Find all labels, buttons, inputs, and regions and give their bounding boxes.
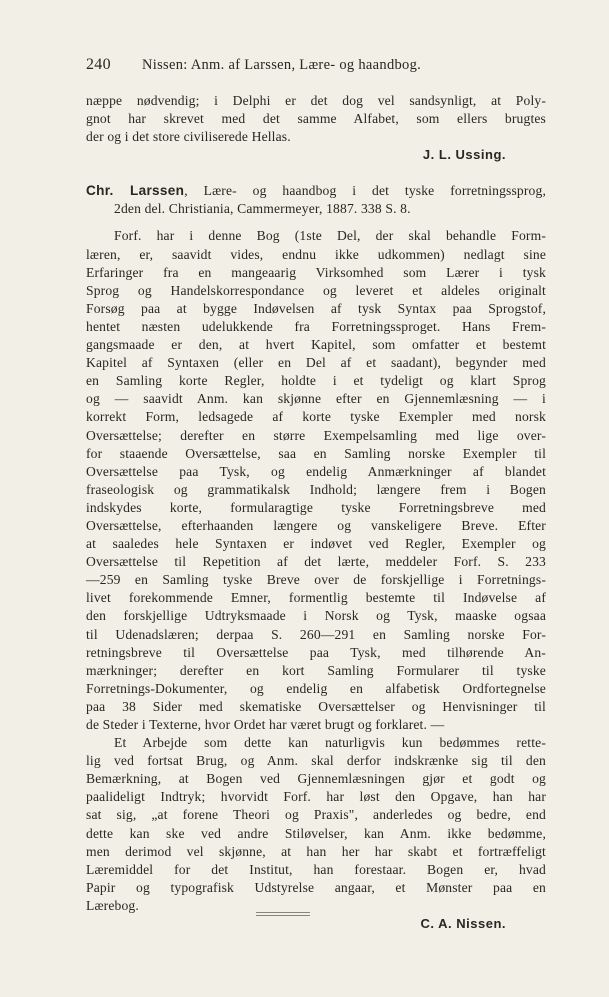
end-rule xyxy=(256,915,310,916)
text-line: til Udenadslæren; derpaa S. 260—291 en Samling norske For- xyxy=(86,626,546,642)
text-line: mærkninger; derefter en kort Samling Formularer til tyske xyxy=(86,662,546,678)
text-line: de Steder i Texterne, hvor Ordet har været brugt og forklaret. — xyxy=(86,717,445,732)
review-title: , Lære- og haandbog i det tyske forretningssprog, xyxy=(184,183,546,199)
text-line: Oversættelse til Repetition af det lærte, meddeler Forf. S. 233 xyxy=(86,554,546,570)
text-line: for staaende Oversættelse, saa en Samling norske Exempler til xyxy=(86,445,546,461)
signature-nissen: C. A. Nissen. xyxy=(420,916,506,932)
text-line xyxy=(86,182,546,200)
text-line: der og i det store civiliserede Hellas. xyxy=(86,129,291,145)
review-author: Chr. Larssen xyxy=(86,183,185,199)
publication-info: 2den del. Christiania, Cammermeyer, 1887. 338 S. 8. xyxy=(114,201,411,217)
text-line: korrekt Form, ledsagede af korte tyske Exempler med norsk xyxy=(86,409,546,425)
text-line: Et Arbejde som dette kan naturligvis kun bedømmes rette- xyxy=(114,735,546,751)
text-line: dette kan ske ved andre Stiløvelser, kan Anm. ikke bedømme, xyxy=(86,825,546,841)
text-line: Oversættelse; derefter en større Exempelsamling med lige over- xyxy=(86,427,546,443)
running-title: Nissen: Anm. af Larssen, Lære- og haandbog. xyxy=(142,57,422,73)
review-heading xyxy=(86,182,546,218)
text-line: livet forekommende Emner, formentlig bestemte til Indøvelse af xyxy=(86,590,546,606)
text-line: paa 38 Sider med skematiske Oversættelser og Henvisninger til xyxy=(86,698,546,714)
text-line: Papir og typografisk Udstyrelse angaar, et Mønster paa en xyxy=(86,879,546,895)
text-line: Bemærkning, at Bogen ved Gjennemlæsningen gjør et godt og xyxy=(86,771,546,787)
text-line: retningsbreve til Oversættelse paa Tysk, med tilhørende An- xyxy=(86,644,546,660)
text-line: Oversættelse paa Tysk, og endelig Anmærkninger af blandet xyxy=(86,463,546,479)
text-line: at saaledes hele Syntaxen er indøvet ved Regler, Exempler og xyxy=(86,536,546,552)
review-paragraph-2 xyxy=(86,734,546,915)
text-line: men derimod vel skjønne, at han her har skabt et fortræffeligt xyxy=(86,843,546,859)
text-line: —259 en Samling tyske Breve over de forskjellige i Forretnings- xyxy=(86,572,546,588)
text-line: paalideligt Indtryk; hvorvidt Forf. har løst den Opgave, han har xyxy=(86,789,546,805)
review-paragraph-1 xyxy=(86,227,546,734)
text-line: indskydes korte, formularagtige tyske Forretningsbreve med xyxy=(86,499,546,515)
previous-review-ending xyxy=(86,92,546,146)
text-line: en Samling korte Regler, holdte i et tydeligt og klart Sprog xyxy=(86,373,546,389)
text-line: hentet næsten udelukkende fra Forretningssproget. Hans Frem- xyxy=(86,318,546,334)
text-line: Forsøg paa at bygge Indøvelsen af tysk Syntax paa Sprogstof, xyxy=(86,300,546,316)
text-line: læren, er, saavidt vides, endnu ikke udkommen) nedlagt sine xyxy=(86,246,546,262)
text-line: og — saavidt Anm. kan skjønne efter en Gjennemlæsning — i xyxy=(86,391,546,407)
text-line: gangsmaade er den, at hvert Kapitel, som omfatter et bestemt xyxy=(86,337,546,353)
text-line: Forf. har i denne Bog (1ste Del, der skal behandle Form- xyxy=(114,228,546,244)
text-line: Sprog og Handelskorrespondance og leveret et aldeles originalt xyxy=(86,282,546,298)
text-line: næppe nødvendig; i Delphi er det dog vel sandsynligt, at Poly- xyxy=(86,93,546,108)
text-line: Erfaringer fra en mangeaarig Virksomhed som Lærer i tysk xyxy=(86,264,546,280)
text-line: fraseologisk og grammatikalsk Indhold; længere frem i Bogen xyxy=(86,481,546,497)
text-line: sat sig, „at forene Theori og Praxis", anderledes og bedre, end xyxy=(86,807,546,823)
page-number: 240 xyxy=(86,56,111,73)
text-line: gnot har skrevet med det samme Alfabet, som ellers brugtes xyxy=(86,111,546,127)
page xyxy=(86,56,546,933)
text-line: lig ved fortsat Brug, og Anm. skal derfor indskrænke sig til den xyxy=(86,753,546,769)
signature-ussing: J. L. Ussing. xyxy=(422,147,506,163)
text-line: Forretnings-Dokumenter, og endelig en alfabetisk Ordfortegnelse xyxy=(86,680,546,696)
text-line: Læremiddel for det Institut, han forestaar. Bogen er, hvad xyxy=(86,861,546,877)
text-line: den forskjellige Udtryksmaade i Norsk og Tysk, maaske ogsaa xyxy=(86,608,546,624)
end-rule xyxy=(256,912,310,913)
text-line: Kapitel af Syntaxen (eller en Del af et saadant), begynder med xyxy=(86,355,546,371)
text-line: Lærebog. xyxy=(86,897,139,913)
text-line: Oversættelse, efterhaanden længere og vanskeligere Breve. Efter xyxy=(86,517,546,533)
running-header xyxy=(86,56,546,82)
